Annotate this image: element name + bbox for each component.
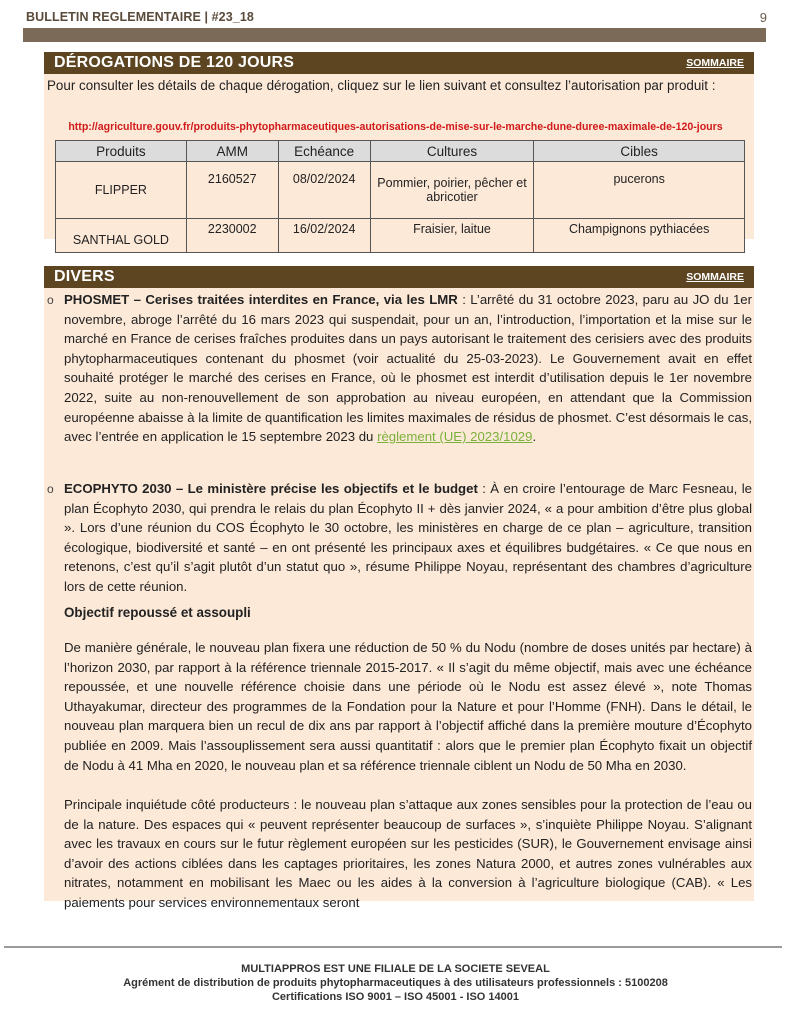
- derogations-intro: Pour consulter les détails de chaque dérogation, cliquez sur le lien suivant et consultez l’autorisation par produit :: [47, 78, 716, 93]
- derogations-table: [55, 140, 745, 253]
- table-header-row: [56, 141, 745, 162]
- bullet-icon: o: [47, 482, 54, 496]
- subheading: Objectif repoussé et assoupli: [64, 605, 251, 620]
- sommaire-link[interactable]: SOMMAIRE: [686, 271, 744, 283]
- cell-cultures: Pommier, poirier, pêcher et abricotier: [370, 162, 534, 219]
- news-title: PHOSMET – Cerises traitées interdites en France, via les LMR: [64, 292, 458, 307]
- cell-produit: SANTHAL GOLD: [56, 219, 187, 253]
- news-title: ECOPHYTO 2030 – Le ministère précise les objectifs et le budget: [64, 481, 478, 496]
- derogations-external-link[interactable]: http://agriculture.gouv.fr/produits-phytopharmaceutiques-autorisations-de-mise-sur-le-marche-dune-duree-maximale-de-120-jours: [68, 121, 723, 133]
- column-header: Echéance: [278, 141, 370, 162]
- cell-amm: 2230002: [186, 219, 278, 253]
- reglement-link[interactable]: règlement (UE) 2023/1029: [377, 429, 533, 445]
- column-header: AMM: [186, 141, 278, 162]
- news-item-ecophyto: [64, 479, 752, 597]
- header-bar: [23, 28, 766, 42]
- news-item-phosmet: [64, 290, 752, 447]
- footer-company: MULTIAPPROS EST UNE FILIALE DE LA SOCIETE SEVEAL: [241, 963, 550, 975]
- news-tail: .: [532, 429, 537, 445]
- divers-title: DIVERS: [54, 268, 115, 285]
- cell-cibles: Champignons pythiacées: [534, 219, 745, 253]
- bullet-icon: o: [47, 293, 54, 307]
- divers-section-header: [44, 266, 754, 288]
- cell-echeance: 08/02/2024: [278, 162, 370, 219]
- derogations-section-header: [44, 52, 754, 74]
- cell-echeance: 16/02/2024: [278, 219, 370, 253]
- cell-cibles: pucerons: [534, 162, 745, 219]
- page-number: 9: [759, 10, 767, 25]
- column-header: Cultures: [370, 141, 534, 162]
- table-row: [56, 162, 745, 219]
- paragraph-objectif: De manière générale, le nouveau plan fixera une réduction de 50 % du Nodu (nombre de doses unités par hectare) à l’horizon 2030, par rapport à la référence triennale 2015-2017. « Il s’agit du même objectif, mais avec une échéance repoussée, et une nouvelle référence choisie dans une période où le Nodu est assez élevé », note Thomas Uthayakumar, directeur des programmes de la Fondation pour la Nature et pour l’Homme (FNH). Dans le détail, le nouveau plan marquera bien un recul de dix ans par rapport à l’objectif affiché dans la première mouture d’Écophyto publiée en 2009. Mais l’assouplissement sera aussi quantitatif : alors que le premier plan Écophyto fixait un objectif de Nodu à 41 Mha en 2020, le nouveau plan et sa référence triennale ciblent un Nodu de 50 Mha en 2030.: [64, 640, 752, 773]
- derogations-title: DÉROGATIONS DE 120 JOURS: [54, 54, 295, 71]
- sommaire-link[interactable]: SOMMAIRE: [686, 57, 744, 69]
- news-body: : L’arrêté du 31 octobre 2023, paru au JO du 1er novembre, abroge l’arrêté du 16 mars 2023 qui suspendait, pour un an, l’introduction, l’importation et la mise sur le marché en France de cerises fraîches produites dans un pays autorisant le traitement des cerisiers avec des produits phytopharmaceutiques contenant du phosmet (voir actualité du 25-03-2023). Le Gouvernement avait en effet souhaité protéger le marché des cerises en France, où le phosmet est interdit d’utilisation depuis le 1er novembre 2022, suite au non-renouvellement de son approbation au niveau européen, en attendant que la Commission européenne abaisse à la limite de quantification les limites maximales de résidus de phosmet. C’est désormais le cas, avec l’entrée en application le 15 septembre 2023 du: [64, 292, 753, 445]
- cell-cultures: Fraisier, laitue: [370, 219, 534, 253]
- paragraph-inquietude: Principale inquiétude côté producteurs : le nouveau plan s’attaque aux zones sensibles pour la protection de l’eau ou de la nature. Des espaces qui « peuvent représenter beaucoup de surfaces », s’inquiète Philippe Noyau. S’alignant avec les travaux en cours sur le futur règlement européen sur les pesticides (SUR), le Gouvernement envisage ainsi d’avoir des actions ciblées dans les captages prioritaires, les zones Natura 2000, et autres zones vulnérables aux nitrates, notamment en mobilisant les Maec ou les aides à la conversion à l’agriculture biologique (CAB). « Les paiements pour services environnementaux seront: [64, 797, 752, 910]
- footer-certifications: Certifications ISO 9001 – ISO 45001 - ISO 14001: [271, 991, 520, 1003]
- bulletin-title: BULLETIN REGLEMENTAIRE | #23_18: [26, 10, 254, 24]
- table-row: [56, 219, 745, 253]
- footer-agrement: Agrément de distribution de produits phytopharmaceutiques à des utilisateurs professionnels : 5100208: [123, 977, 668, 989]
- column-header: Cibles: [534, 141, 745, 162]
- cell-amm: 2160527: [186, 162, 278, 219]
- news-body: : À en croire l’entourage de Marc Fesneau, le plan Écophyto 2030, qui prendra le relais du plan Écophyto II + dès janvier 2024, « a pour ambition d’être plus global ». Lors d’une réunion du COS Écophyto le 30 octobre, les ministères en charge de ce plan – agriculture, transition écologique, biodiversité et santé – en ont présenté les principaux axes et équilibres budgétaires. « Ce que nous en retenons, c’est qu’il s’agit plutôt d’un statut quo », résume Philippe Noyau, représentant des chambres d’agriculture lors de cette réunion.: [64, 481, 752, 594]
- column-header: Produits: [56, 141, 187, 162]
- footer-divider: [4, 946, 782, 948]
- cell-produit: FLIPPER: [56, 162, 187, 219]
